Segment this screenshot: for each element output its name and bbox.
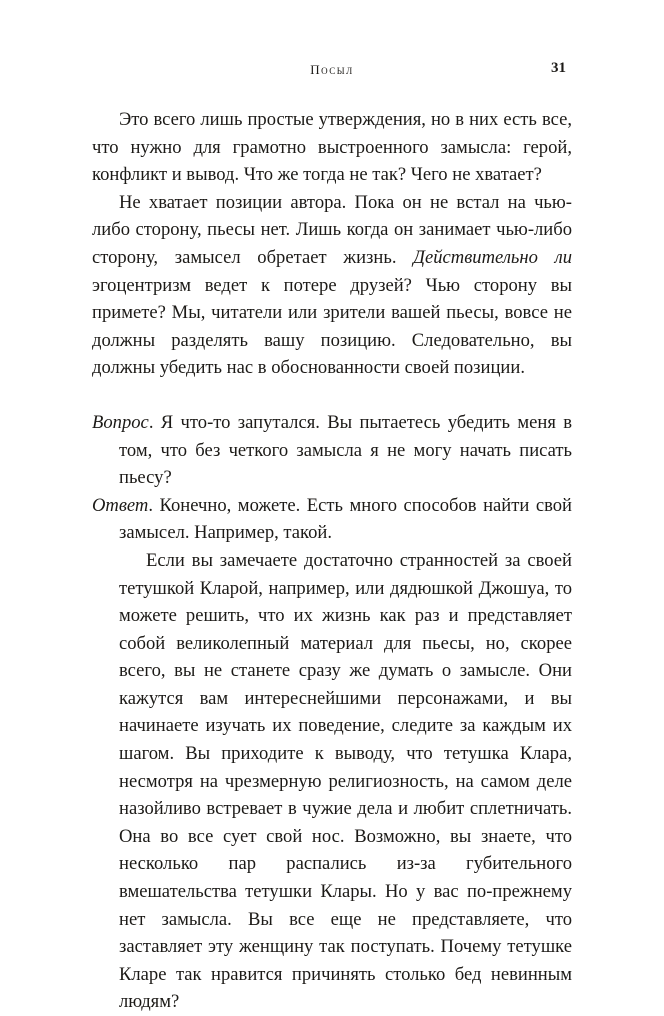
paragraph-1: Это всего лишь простые утверждения, но в них есть все, что нужно для грамотно выстроенного замысла: герой, конфликт и вывод. Что же тогда не так? Чего не хватает? [92,109,572,186]
question-paragraph [92,409,572,492]
paragraph-2-text-a: Не хватает позиции автора. Пока он не встал на чью-либо сторону, пьесы нет. Лишь когда он занимает чью-либо сторону, замысел обретает жизнь. [92,191,572,268]
answer-paragraph [92,492,572,547]
body-text [92,106,572,1016]
page-number: 31 [551,60,566,76]
question-label: Вопрос [92,411,149,433]
section-gap [92,382,572,409]
answer-body-paragraph: Если вы замечаете достаточно странностей за своей тетушкой Кларой, например, или дядюшкой Джошуа, то можете решить, что их жизнь как раз и представляет собой великолепный материал для пьесы, но, скорее всего, вы не станете сразу же думать о замысле. Они кажутся вам интереснейшими персонажами, и вы начинаете изучать их поведение, следите за каждым их шагом. Вы приходите к выводу, что тетушка Клара, несмотря на чрезмерную религиозность, на самом деле назойливо встревает в чужие дела и любит сплетничать. Она во все сует свой нос. Возможно, вы знаете, что несколько пар распались из-за губительного вмешательства тетушки Клары. Но у вас по-прежнему нет замысла. Вы все еще не представляете, что заставляет эту женщину так поступать. Почему тетушке Кларе так нравится причинять столько бед невинным людям? [119,549,572,1013]
running-title: Посыл [310,62,354,77]
paragraph-2-emphasis: Действительно ли [413,246,572,268]
answer-label: Ответ [92,494,149,516]
paragraph-2 [92,189,572,382]
paragraph-2-text-b: эгоцентризм ведет к потере друзей? Чью сторону вы примете? Мы, читатели или зрители вашей пьесы, вовсе не должны разделять вашу позицию. Следовательно, вы должны убедить нас в обоснованности своей позиции. [92,274,572,379]
answer-text: . Конечно, можете. Есть много способов найти свой замысел. Например, такой. [119,494,572,544]
question-text: . Я что-то запутался. Вы пытаетесь убедить меня в том, что без четкого замысла я не могу начать писать пьесу? [119,411,572,489]
